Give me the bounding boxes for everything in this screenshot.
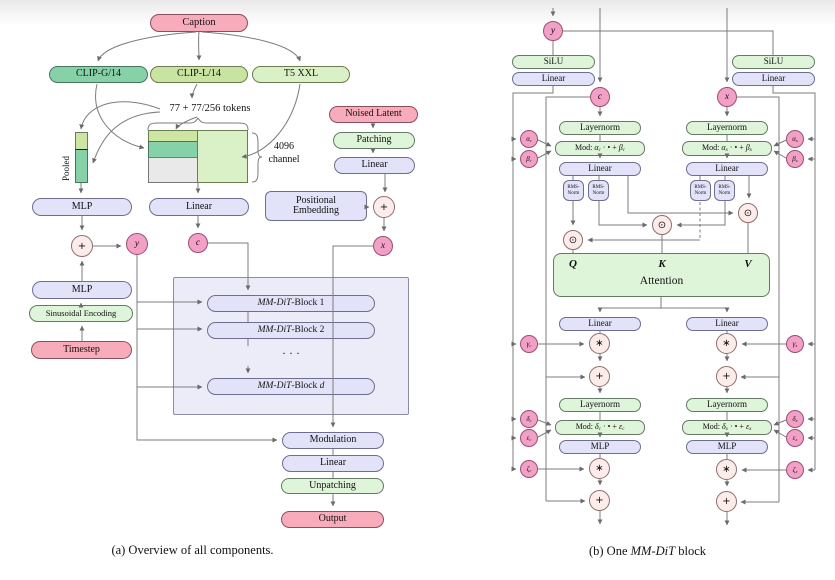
zeta-x-param: ζx (786, 461, 804, 479)
t5-label: T5 XXL (283, 68, 319, 80)
caption-label: Caption (182, 17, 216, 29)
rms-norm-xq-box: RMS- Norm (690, 180, 711, 201)
v-label: V (744, 258, 752, 270)
latent-linear-box: Linear (334, 157, 415, 174)
pooled-mlp-box: MLP (32, 198, 132, 216)
alpha-x-param: αx (786, 130, 804, 148)
zeta-x-scale-node: ∗ (716, 459, 737, 480)
mlp-x-box: MLP (686, 440, 768, 454)
mod1-x-box: Mod: αx · • + βx (682, 141, 772, 156)
token-matrix-t5-part (197, 130, 248, 183)
mmdit-block-1: MM-DiT-Block 1 (207, 295, 375, 312)
beta-x-param: βx (786, 150, 804, 168)
token-matrix-clip-g-strip (148, 141, 198, 158)
modulation-box: Modulation (282, 432, 384, 449)
mlp-c-box: MLP (559, 440, 641, 454)
silu-right-box: SiLU (732, 55, 815, 69)
mod2-c-box: Mod: δc · • + εc (555, 420, 645, 435)
layernorm2-x-box: Layernorm (686, 398, 768, 412)
b-x-node: x (717, 87, 737, 107)
channel-count: 4096 (274, 141, 294, 152)
caption-box (150, 14, 248, 32)
rms-norm-xk-box: RMS- Norm (714, 180, 735, 201)
zeta-c-scale-node: ∗ (589, 458, 610, 479)
timestep-mlp-box: MLP (32, 281, 132, 299)
c-node: c (188, 233, 208, 253)
attention-label: Attention (639, 275, 684, 287)
residual-add2-x-node: + (716, 491, 737, 512)
q-label: Q (569, 258, 577, 270)
residual-add1-c-node: + (589, 366, 610, 387)
noised-latent-box: Noised Latent (329, 106, 418, 123)
t5-box (252, 66, 350, 83)
posemb-add-node: + (373, 196, 395, 218)
alpha-c-param: αc (520, 130, 538, 148)
qkv-linear-x-box: Linear (686, 162, 768, 176)
final-linear-box: Linear (282, 455, 384, 472)
adaln-linear-right-box: Linear (732, 72, 815, 86)
adaln-linear-left-box: Linear (512, 72, 595, 86)
y-node: y (126, 233, 148, 255)
rms-norm-cq-box: RMS- Norm (563, 180, 584, 201)
token-matrix-padding-strip (148, 157, 198, 183)
clip-g-box (49, 66, 148, 83)
pooled-add-node: + (71, 235, 93, 257)
gamma-x-param: γx (786, 335, 804, 353)
pooled-annotation: Pooled (61, 155, 71, 181)
pooled-bar-clip-l-segment (75, 132, 88, 150)
sinusoidal-encoding-box: Sinusoidal Encoding (29, 305, 133, 322)
output-box: Output (281, 511, 384, 528)
residual-add1-x-node: + (716, 366, 737, 387)
proj-linear-c-box: Linear (559, 317, 641, 331)
proj-linear-x-box: Linear (686, 317, 768, 331)
channel-word: channel (268, 154, 300, 165)
delta-x-param: δx (786, 410, 804, 428)
x-node: x (373, 236, 393, 256)
k-concat-node: ⊙ (652, 215, 672, 235)
pooled-bar-clip-g-segment (75, 149, 88, 183)
gamma-x-scale-node: ∗ (716, 333, 737, 354)
silu-left-box: SiLU (512, 55, 595, 69)
gamma-c-scale-node: ∗ (589, 333, 610, 354)
zeta-c-param: ζc (520, 460, 538, 478)
clip-g-label: CLIP-G/14 (76, 68, 121, 80)
v-concat-node: ⊙ (738, 203, 758, 223)
delta-c-param: δc (520, 410, 538, 428)
tokens-annotation: 77 + 77/256 tokens (169, 103, 251, 114)
figure-a-caption: (a) Overview of all components. (111, 543, 274, 557)
qkv-linear-c-box: Linear (559, 162, 641, 176)
context-linear-box: Linear (149, 198, 249, 216)
layernorm1-c-box: Layernorm (559, 121, 641, 135)
clip-l-label: CLIP-L/14 (177, 68, 221, 80)
layernorm2-c-box: Layernorm (559, 398, 641, 412)
epsilon-c-param: εc (520, 429, 538, 447)
positional-embedding-box: Positional Embedding (265, 191, 367, 221)
b-y-node: y (543, 21, 563, 41)
mmdit-block-d: MM-DiT-Block d (207, 378, 375, 395)
mmdit-block-2: MM-DiT-Block 2 (207, 322, 375, 339)
q-concat-node: ⊙ (563, 230, 583, 250)
rms-norm-ck-box: RMS- Norm (588, 180, 609, 201)
k-label: K (658, 258, 666, 270)
layernorm1-x-box: Layernorm (686, 121, 768, 135)
mod1-c-box: Mod: αc · • + βc (555, 141, 645, 156)
figure-b-caption: (b) One MM-DiT block (588, 544, 706, 558)
mod2-x-box: Mod: δx · • + εx (682, 420, 772, 435)
clip-l-box (150, 66, 248, 83)
beta-c-param: βc (520, 150, 538, 168)
unpatching-box: Unpatching (281, 478, 384, 494)
epsilon-x-param: εx (786, 429, 804, 447)
gamma-c-param: γc (520, 335, 538, 353)
timestep-box: Timestep (31, 341, 132, 359)
b-c-node: c (590, 87, 610, 107)
residual-add2-c-node: + (589, 490, 610, 511)
ellipsis: · · · (282, 346, 300, 360)
patching-box: Patching (333, 132, 415, 149)
